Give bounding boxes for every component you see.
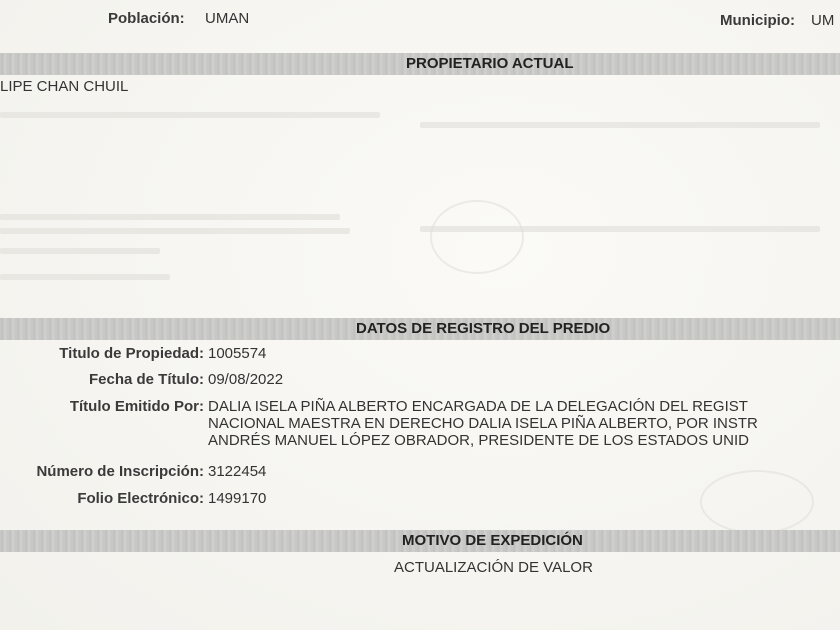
motivo-value: ACTUALIZACIÓN DE VALOR [394, 559, 593, 576]
faded-seal [700, 470, 814, 534]
owner-name: LIPE CHAN CHUIL [0, 78, 129, 95]
faded-text-line [0, 214, 340, 220]
poblacion-value: UMAN [205, 10, 250, 27]
folio-value: 1499170 [208, 490, 267, 507]
municipio-label: Municipio: [720, 12, 795, 29]
titulo-propiedad-label: Titulo de Propiedad: [59, 345, 204, 362]
faded-text-line [0, 112, 380, 118]
municipio-value: UM [811, 12, 835, 29]
titulo-propiedad-value: 1005574 [208, 345, 267, 362]
faded-text-line [420, 122, 820, 128]
emitido-por-label: Título Emitido Por: [69, 398, 204, 415]
faded-text-line [0, 248, 160, 254]
emitido-por-line-2: NACIONAL MAESTRA EN DERECHO DALIA ISELA PIÑA ALBERTO, POR INSTR [208, 415, 758, 432]
inscripcion-label: Número de Inscripción: [36, 463, 204, 480]
propietario-title: PROPIETARIO ACTUAL [406, 55, 574, 72]
motivo-title: MOTIVO DE EXPEDICIÓN [402, 532, 583, 549]
inscripcion-value: 3122454 [208, 463, 267, 480]
faded-text-line [0, 274, 170, 280]
emitido-por-line-3: ANDRÉS MANUEL LÓPEZ OBRADOR, PRESIDENTE DE LOS ESTADOS UNID [208, 432, 749, 449]
folio-label: Folio Electrónico: [77, 490, 204, 507]
faded-text-line [0, 228, 350, 234]
faded-seal [430, 200, 524, 274]
emitido-por-line-1: DALIA ISELA PIÑA ALBERTO ENCARGADA DE LA DELEGACIÓN DEL REGIST [208, 398, 748, 415]
poblacion-label: Población: [108, 10, 185, 27]
registro-title: DATOS DE REGISTRO DEL PREDIO [356, 320, 611, 337]
fecha-titulo-value: 09/08/2022 [208, 371, 284, 388]
fecha-titulo-label: Fecha de Título: [88, 371, 204, 388]
